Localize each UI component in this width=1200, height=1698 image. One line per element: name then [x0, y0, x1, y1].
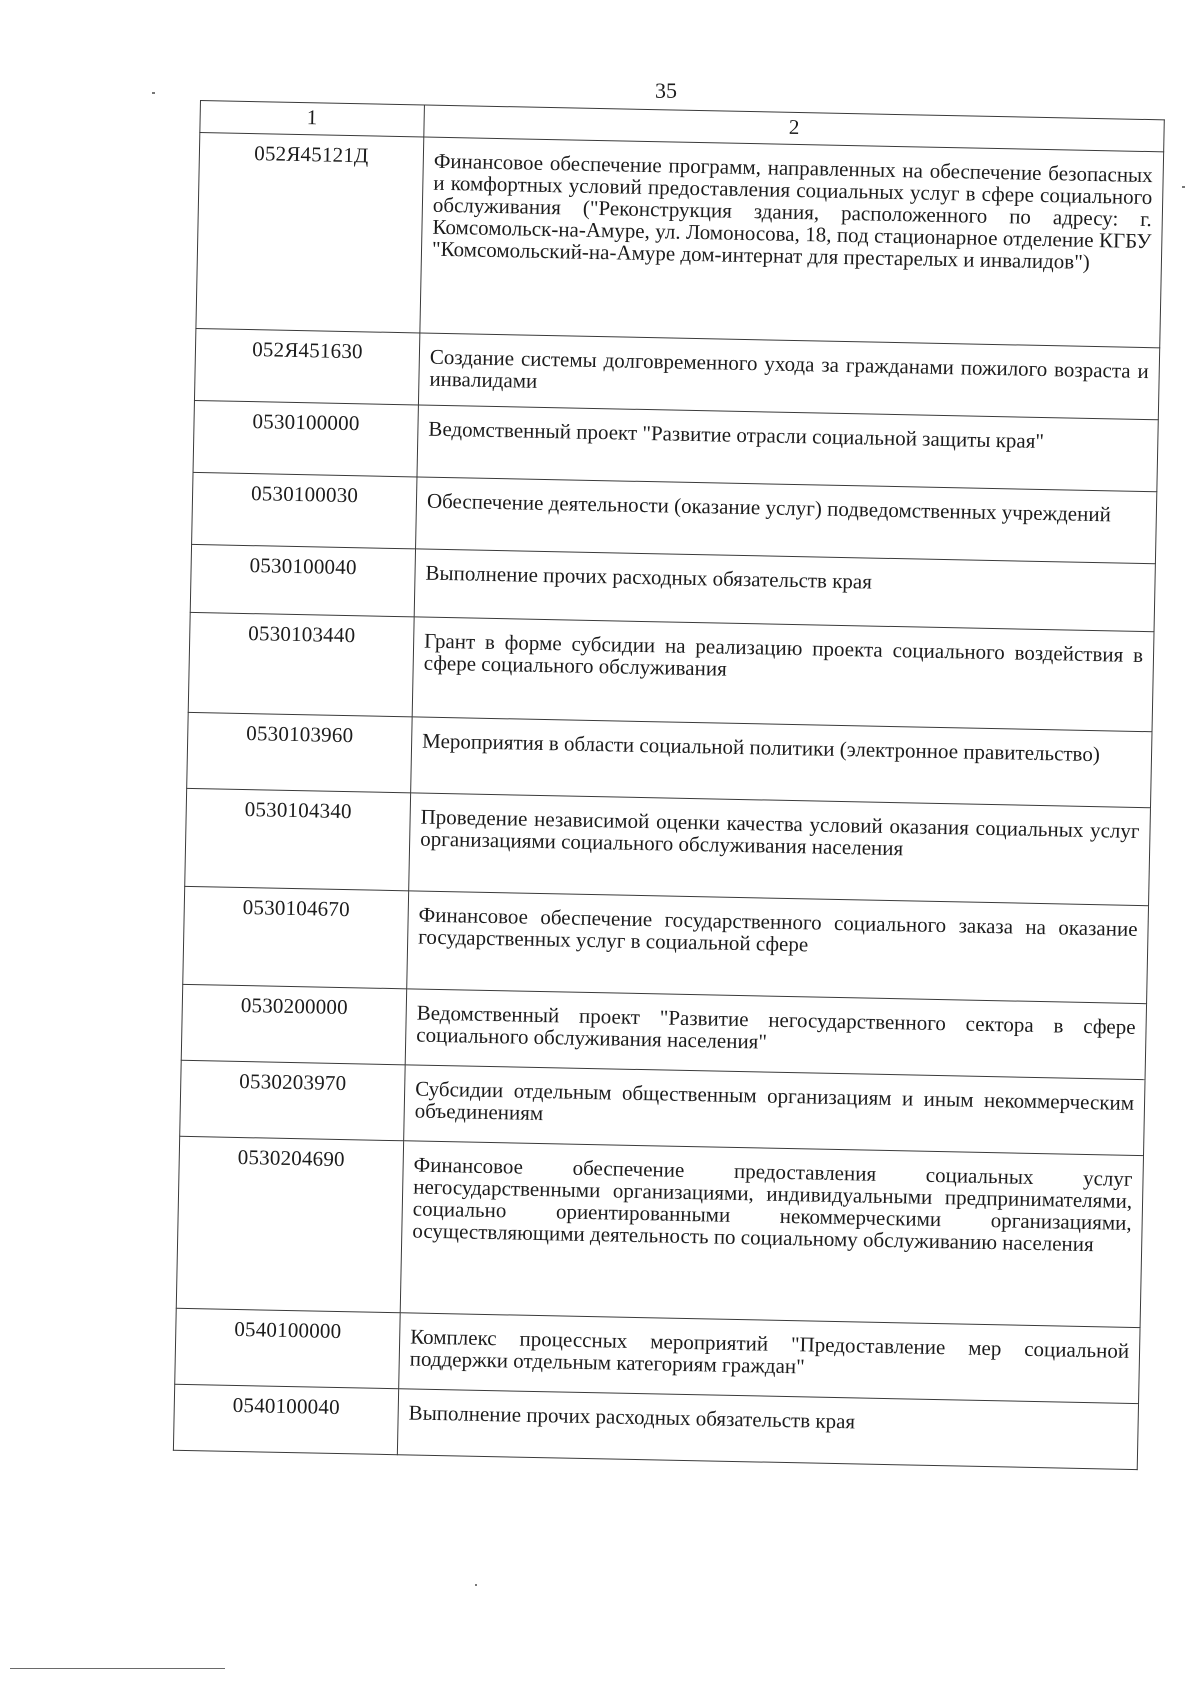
table-row: [176, 1136, 1143, 1327]
row-name: Ведомственный проект "Развитие отрасли социальной защиты края": [417, 405, 1158, 492]
row-name: Комплекс процессных мероприятий "Предоставление мер социальной поддержки отдельным категориям граждан": [399, 1313, 1140, 1404]
row-code: 0530103440: [188, 612, 414, 716]
row-code: 0530100030: [192, 472, 417, 548]
column-header-1: 1: [200, 101, 425, 137]
row-name: Выполнение прочих расходных обязательств края: [397, 1389, 1138, 1470]
row-code: 0530103960: [187, 712, 412, 792]
row-name: Грант в форме субсидии на реализацию проекта социального воздействия в сфере социального обслуживания: [412, 617, 1154, 732]
row-code: 0530104670: [183, 886, 409, 988]
row-code: 052Я451630: [194, 328, 419, 404]
row-name: Проведение независимой оценки качества условий оказания социальных услуг организациями социального обслуживания населения: [409, 793, 1151, 906]
row-code: 0530100040: [190, 544, 415, 616]
row-code: 0530104340: [185, 788, 411, 890]
row-name: Создание системы долговременного ухода за гражданами пожилого возраста и инвалидами: [418, 333, 1159, 420]
table-row: [185, 788, 1151, 905]
table-row: [196, 133, 1164, 348]
row-name: Финансовое обеспечение программ, направленных на обеспечение безопасных и комфортных условий предоставления социальных услуг в сфере социального обслуживания ("Реконструкция здания, расположенного по адресу: г. Комсомольск-на-Амуре, ул. Ломоносова, 18, под стационарное отделение КГБУ "Комсомольский-на-Амуре дом-интернат для престарелых и инвалидов"): [420, 137, 1164, 348]
row-name: Финансовое обеспечение государственного социального заказа на оказание государственных услуг в социальной сфере: [407, 891, 1149, 1004]
row-name: Финансовое обеспечение предоставления социальных услуг негосударственными организациями, индивидуальными предпринимателями, социально ориентированными некоммерческими организациями, осуществляющими деятельность по социальному обслуживанию населения: [400, 1141, 1143, 1328]
row-code: 0530200000: [181, 984, 406, 1064]
row-code: 0540100000: [175, 1308, 400, 1388]
row-code: 052Я45121Д: [196, 133, 424, 333]
page-number: 35: [655, 78, 677, 103]
scan-speck: [1182, 186, 1185, 188]
scan-speck: [475, 1584, 477, 1586]
table-row: [183, 886, 1149, 1003]
budget-code-table: [173, 100, 1165, 1470]
row-code: 0530203970: [180, 1060, 405, 1140]
row-name: Субсидии отдельным общественным организациям и иным некоммерческим объединениям: [404, 1065, 1145, 1156]
row-code: 0530204690: [176, 1136, 403, 1312]
row-name: Выполнение прочих расходных обязательств края: [414, 549, 1155, 632]
row-code: 0530100000: [193, 400, 418, 476]
row-name: Обеспечение деятельности (оказание услуг) подведомственных учреждений: [416, 477, 1157, 564]
row-code: 0540100040: [173, 1384, 398, 1454]
row-name: Ведомственный проект "Развитие негосударственного сектора в сфере социального обслуживания населения": [405, 989, 1146, 1080]
column-header-2: 2: [424, 105, 1164, 152]
table-row: [188, 612, 1154, 731]
scan-speck: [152, 92, 155, 94]
row-name: Мероприятия в области социальной политики (электронное правительство): [411, 717, 1152, 808]
footnote-separator-line: [10, 1668, 225, 1669]
